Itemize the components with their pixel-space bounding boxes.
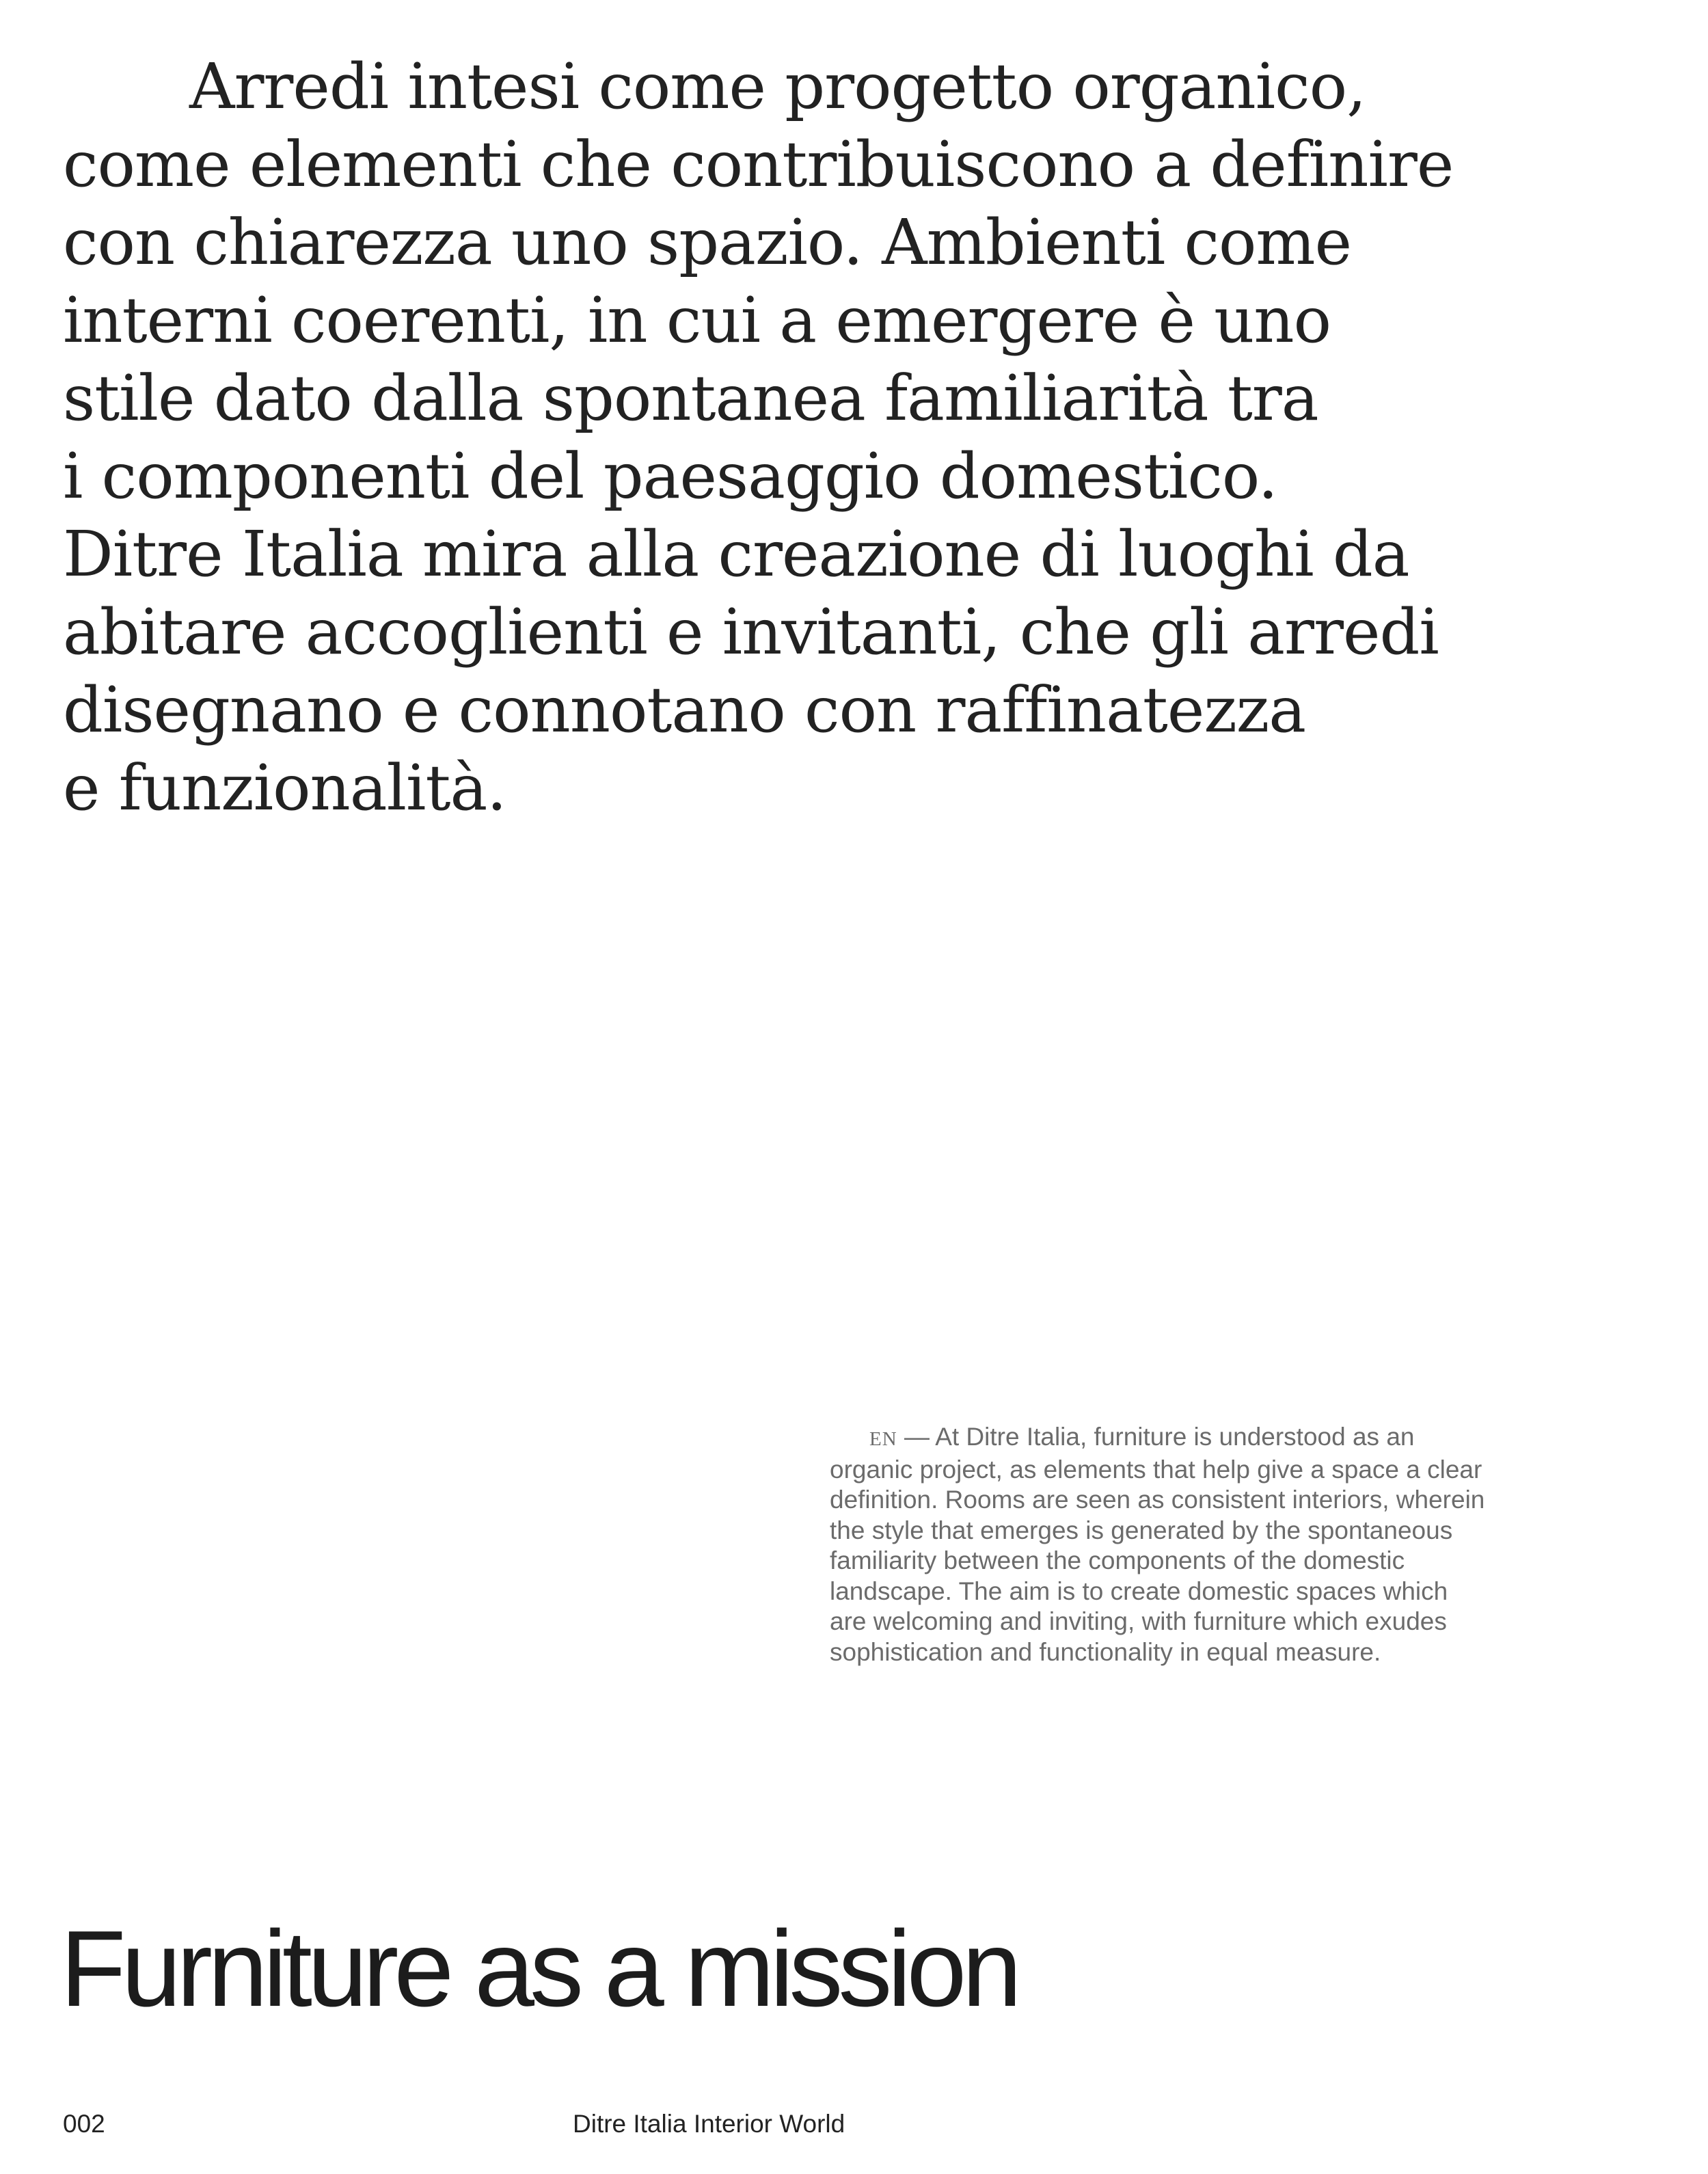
intro-line: interni coerenti, in cui a emergere è uno — [63, 284, 1331, 357]
english-line — [830, 1422, 1609, 1455]
english-line: organic project, as elements that help give a space a clear — [830, 1455, 1482, 1484]
intro-line: stile dato dalla spontanea familiarità tra — [63, 362, 1318, 435]
english-line: are welcoming and inviting, with furniture which exudes — [830, 1607, 1447, 1635]
english-line: the style that emerges is generated by the spontaneous — [830, 1516, 1453, 1544]
english-line: landscape. The aim is to create domestic spaces which — [830, 1576, 1448, 1605]
italian-intro-paragraph — [63, 48, 1608, 827]
intro-line: abitare accoglienti e invitanti, che gli arredi — [63, 595, 1439, 669]
publication-name: Ditre Italia Interior World — [573, 2110, 845, 2138]
english-translation-paragraph — [830, 1422, 1609, 1667]
intro-line: con chiarezza uno spazio. Ambienti come — [63, 206, 1352, 279]
intro-line: i componenti del paesaggio domestico. — [63, 440, 1277, 513]
page-title: Furniture as a mission — [60, 1909, 1018, 2029]
english-line: familiarity between the components of the domestic — [830, 1546, 1405, 1574]
intro-line: Ditre Italia mira alla creazione di luoghi da — [63, 518, 1409, 591]
english-line: definition. Rooms are seen as consistent interiors, wherein — [830, 1486, 1485, 1514]
intro-line: Arredi intesi come progetto organico, — [189, 50, 1366, 123]
intro-line: come elementi che contribuiscono a definire — [63, 128, 1454, 201]
page-number: 002 — [63, 2110, 105, 2138]
language-tag: EN — [869, 1428, 897, 1450]
intro-line: e funzionalità. — [63, 751, 506, 824]
english-line-text: — At Ditre Italia, furniture is understood as an — [897, 1423, 1415, 1451]
english-line: sophistication and functionality in equal measure. — [830, 1637, 1381, 1666]
intro-line: disegnano e connotano con raffinatezza — [63, 673, 1306, 747]
